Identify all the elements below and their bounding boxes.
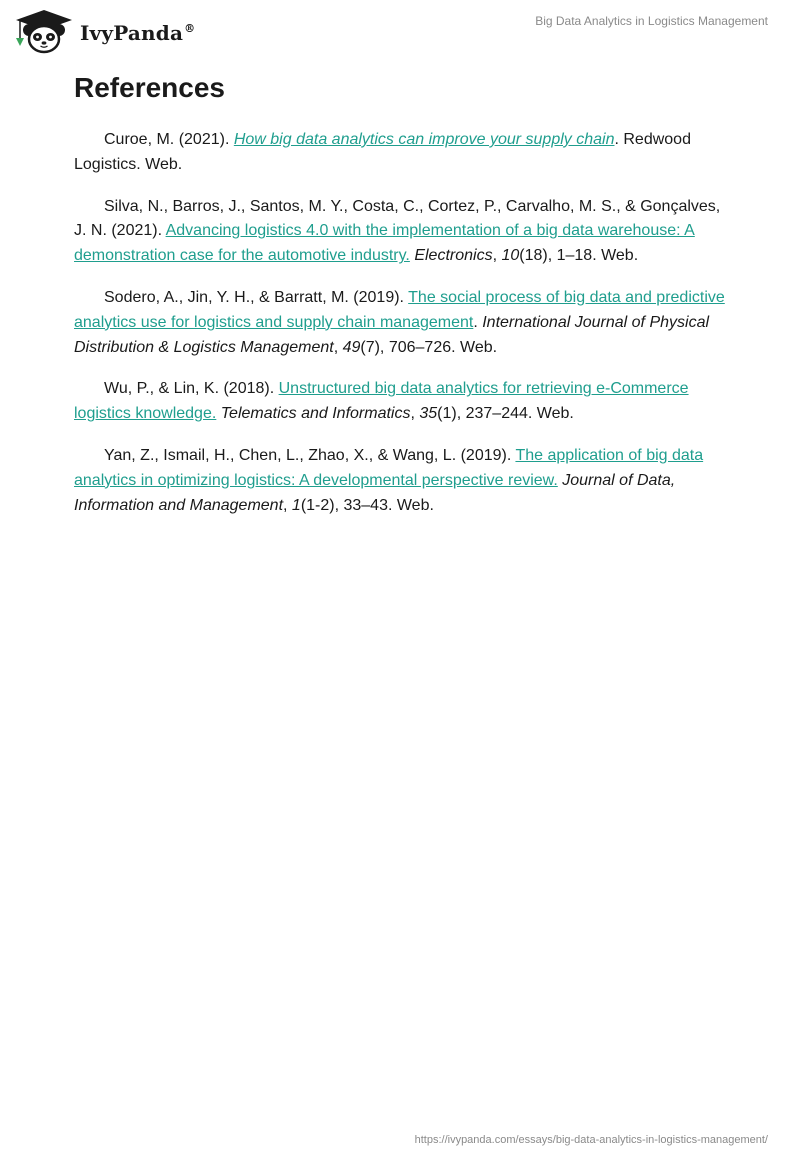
journal-name: International Journal of Physical Distribution & Logistics Management — [74, 313, 710, 356]
reference-item: Silva, N., Barros, J., Santos, M. Y., Costa, C., Cortez, P., Carvalho, M. S., & Gonçalves, J. N. (2021). Advancing logistics 4.0 with the implementation of a big data warehouse: A demonstration case for the automotive industry. Electronics, 10(18), 1–18. Web. — [74, 197, 721, 265]
references-section — [74, 72, 734, 535]
journal-name: Telematics and Informatics — [220, 405, 411, 423]
footer-url: https://ivypanda.com/essays/big-data-analytics-in-logistics-management/ — [414, 1134, 768, 1146]
reference-link[interactable]: How big data analytics can improve your supply chain — [233, 131, 615, 148]
journal-name: Electronics — [414, 247, 493, 265]
reference-link[interactable]: The social process of big data and predictive analytics use for logistics and supply chain management — [74, 288, 725, 331]
reference-item: Wu, P., & Lin, K. (2018). Unstructured big data analytics for retrieving e-Commerce logistics knowledge. Telematics and Informatics, 35(1), 237–244. Web. — [74, 380, 689, 423]
journal-name: Journal of Data, Information and Management — [74, 471, 676, 514]
reference-link[interactable]: Unstructured big data analytics for retrieving e-Commerce logistics knowledge. — [74, 380, 689, 423]
reference-item: Curoe, M. (2021). How big data analytics can improve your supply chain. Redwood Logistics. Web. — [74, 131, 691, 173]
reference-link[interactable]: The application of big data analytics in optimizing logistics: A developmental perspective review. — [74, 446, 704, 489]
reference-link[interactable]: Advancing logistics 4.0 with the implementation of a big data warehouse: A demonstration case for the automotive industry. — [74, 222, 695, 265]
volume: 1 — [291, 496, 301, 514]
reference-item: Yan, Z., Ismail, H., Chen, L., Zhao, X., & Wang, L. (2019). The application of big data analytics in optimizing logistics: A developmental perspective review. Journal of Data, Information and Management, 1(1-2), 33–43. Web. — [74, 446, 704, 514]
brand-name: IvyPanda® — [80, 21, 196, 45]
reference-item: Sodero, A., Jin, Y. H., & Barratt, M. (2019). The social process of big data and predictive analytics use for logistics and supply chain management. International Journal of Physical Distribution & Logistics Management, 49(7), 706–726. Web. — [74, 288, 725, 356]
document-title: Big Data Analytics in Logistics Management — [535, 14, 768, 28]
volume: 10 — [501, 247, 520, 265]
volume: 49 — [342, 338, 361, 356]
section-heading: References — [74, 72, 225, 103]
ivypanda-logo[interactable] — [14, 8, 195, 54]
panda-graduate-icon — [14, 8, 74, 54]
page-header — [0, 0, 800, 64]
volume: 35 — [419, 405, 438, 423]
